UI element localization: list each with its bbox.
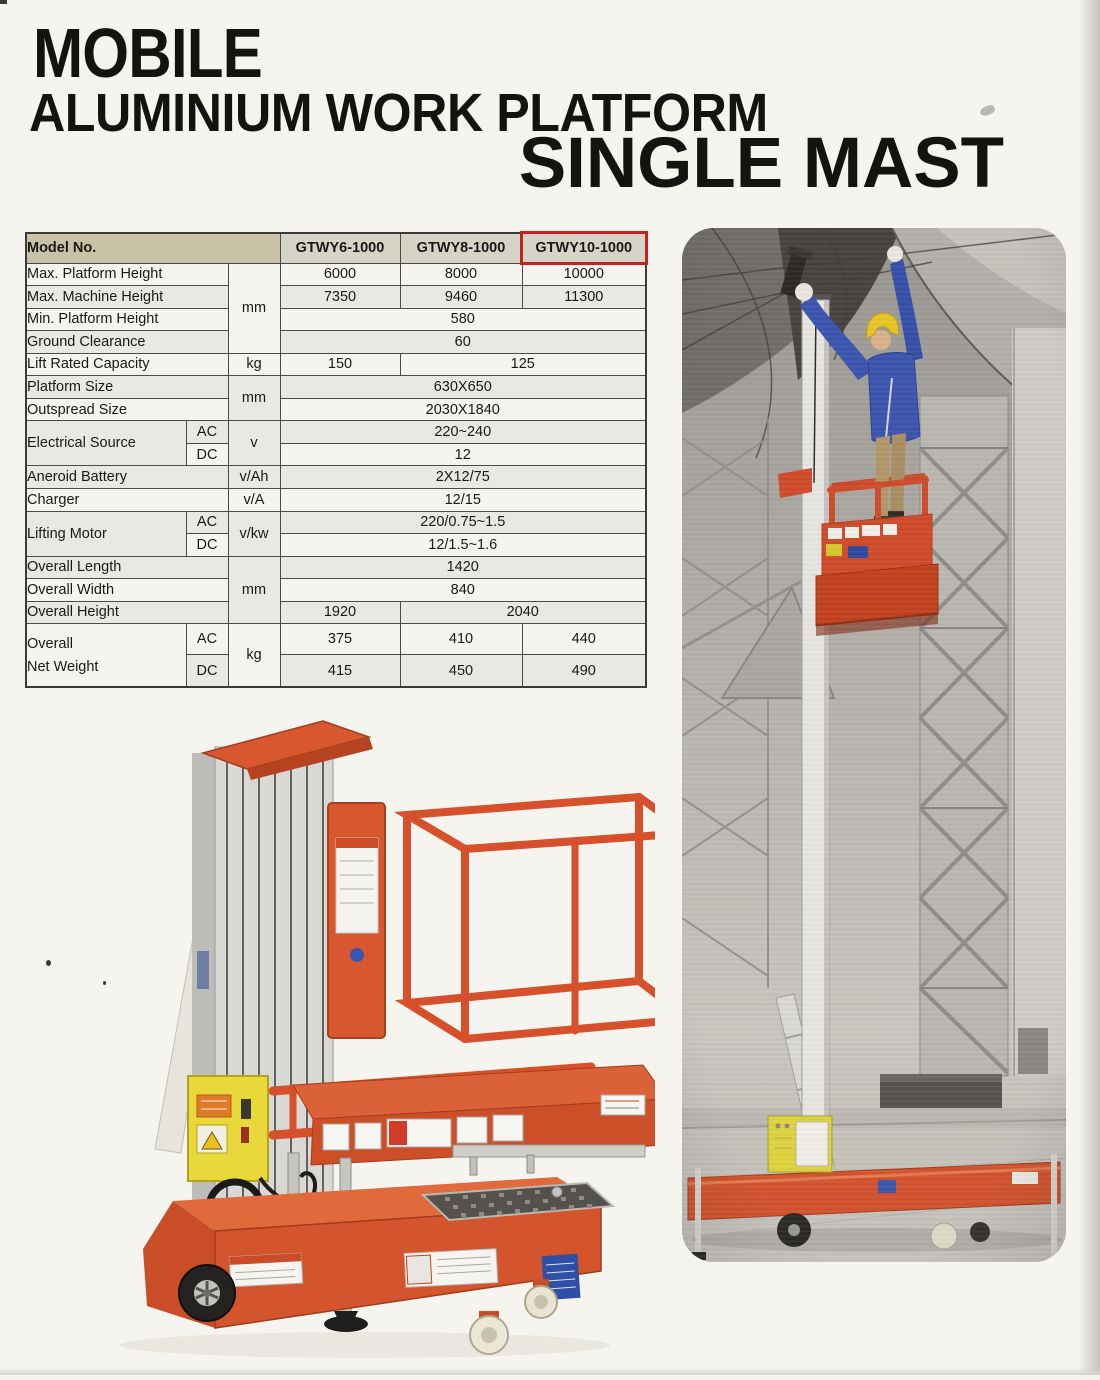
spec-table (25, 232, 647, 688)
cell-value: 440 (522, 624, 646, 655)
model-col-gtwy6: GTWY6-1000 (280, 233, 400, 263)
cell-value: 12/1.5~1.6 (280, 534, 646, 557)
cell-value: 2030X1840 (280, 398, 646, 421)
cell-label-line2: Net Weight (27, 658, 99, 675)
spec-row-max-machine-height (26, 286, 646, 309)
cell-value: 125 (400, 353, 646, 376)
cell-label: Outspread Size (26, 398, 228, 421)
cell-label: Lifting Motor (26, 511, 186, 556)
outrigger-bar (453, 1145, 645, 1175)
cell-unit: v (228, 421, 280, 466)
spec-row-max-platform-height (26, 263, 646, 286)
page-title-mobile: MOBILE (33, 14, 262, 92)
cell-label: Overall Length (26, 556, 228, 579)
cell-value: 375 (280, 624, 400, 655)
page-edge-shadow-right (1078, 0, 1100, 1375)
cell-value: 415 (280, 655, 400, 687)
spec-row-lift-rated-capacity (26, 353, 646, 376)
model-no-header: Model No. (26, 233, 280, 263)
cell-value: 11300 (522, 286, 646, 309)
cell-value: 1420 (280, 556, 646, 579)
cell-sublabel: AC (186, 511, 228, 534)
page-title-single-mast: SINGLE MAST (518, 124, 1004, 203)
cell-label (26, 624, 186, 687)
cell-label-line1: Overall (27, 635, 73, 652)
cell-label: Overall Height (26, 601, 228, 624)
spec-row-electrical-source-ac (26, 421, 646, 444)
cell-unit: kg (228, 624, 280, 687)
cell-value: 12 (280, 443, 646, 466)
scan-speck (0, 0, 7, 4)
cell-value: 1920 (280, 601, 400, 624)
mast-carriage (328, 803, 385, 1038)
page-title-product: ALUMINIUM WORK PLATFORM (29, 83, 768, 143)
cell-label: Aneroid Battery (26, 466, 228, 489)
spec-row-overall-length (26, 556, 646, 579)
model-col-gtwy8: GTWY8-1000 (400, 233, 522, 263)
cell-label: Charger (26, 488, 228, 511)
cell-value: 220/0.75~1.5 (280, 511, 646, 534)
spec-row-outspread-size (26, 398, 646, 421)
cell-sublabel: DC (186, 443, 228, 466)
page-edge-shadow-bottom (0, 1368, 1100, 1375)
cell-value: 630X650 (280, 376, 646, 399)
scan-smudge (979, 104, 996, 117)
cell-value: 10000 (522, 263, 646, 286)
product-photo-single-mast-lift (55, 703, 655, 1375)
cell-value: 12/15 (280, 488, 646, 511)
cell-value: 410 (400, 624, 522, 655)
cell-value: 6000 (280, 263, 400, 286)
cell-label: Max. Platform Height (26, 263, 228, 286)
spec-row-lifting-motor-ac (26, 511, 646, 534)
cell-unit: v/A (228, 488, 280, 511)
spec-row-overall-height (26, 601, 646, 624)
handle-knob (552, 1187, 562, 1197)
ground-shadow (120, 1332, 610, 1358)
cell-sublabel: AC (186, 421, 228, 444)
spec-row-overall-width (26, 579, 646, 602)
scan-speck (46, 960, 51, 966)
cell-label: Platform Size (26, 376, 228, 399)
cell-sublabel: DC (186, 534, 228, 557)
cell-value: 7350 (280, 286, 400, 309)
cell-label: Overall Width (26, 579, 228, 602)
cell-value: 150 (280, 353, 400, 376)
cell-label: Ground Clearance (26, 331, 228, 354)
cell-unit: kg (228, 353, 280, 376)
cell-value: 450 (400, 655, 522, 687)
cell-value: 220~240 (280, 421, 646, 444)
cell-value: 9460 (400, 286, 522, 309)
cell-value: 8000 (400, 263, 522, 286)
cell-sublabel: AC (186, 624, 228, 655)
cell-value: 580 (280, 308, 646, 331)
cell-label: Electrical Source (26, 421, 186, 466)
cell-unit: mm (228, 376, 280, 421)
model-header-row (26, 233, 646, 263)
cell-value: 2040 (400, 601, 646, 624)
control-box (188, 1076, 268, 1181)
cell-unit: v/kw (228, 511, 280, 556)
photo-vignette (682, 228, 1066, 1262)
spec-row-ground-clearance (26, 331, 646, 354)
cell-value: 2X12/75 (280, 466, 646, 489)
spec-row-charger (26, 488, 646, 511)
cell-sublabel: DC (186, 655, 228, 687)
cell-unit: v/Ah (228, 466, 280, 489)
application-photo-lift-in-factory (682, 228, 1066, 1262)
cell-value: 840 (280, 579, 646, 602)
cell-label: Max. Machine Height (26, 286, 228, 309)
scan-speck (103, 981, 106, 985)
spec-row-min-platform-height (26, 308, 646, 331)
cell-label: Min. Platform Height (26, 308, 228, 331)
spec-row-platform-size (26, 376, 646, 399)
spec-row-net-weight-ac (26, 624, 646, 655)
model-col-gtwy10-highlighted: GTWY10-1000 (522, 233, 646, 263)
drive-wheel (179, 1265, 235, 1321)
cell-unit: mm (228, 556, 280, 624)
spec-row-aneroid-battery (26, 466, 646, 489)
cell-value: 60 (280, 331, 646, 354)
cell-label: Lift Rated Capacity (26, 353, 228, 376)
cell-value: 490 (522, 655, 646, 687)
cell-unit: mm (228, 263, 280, 353)
